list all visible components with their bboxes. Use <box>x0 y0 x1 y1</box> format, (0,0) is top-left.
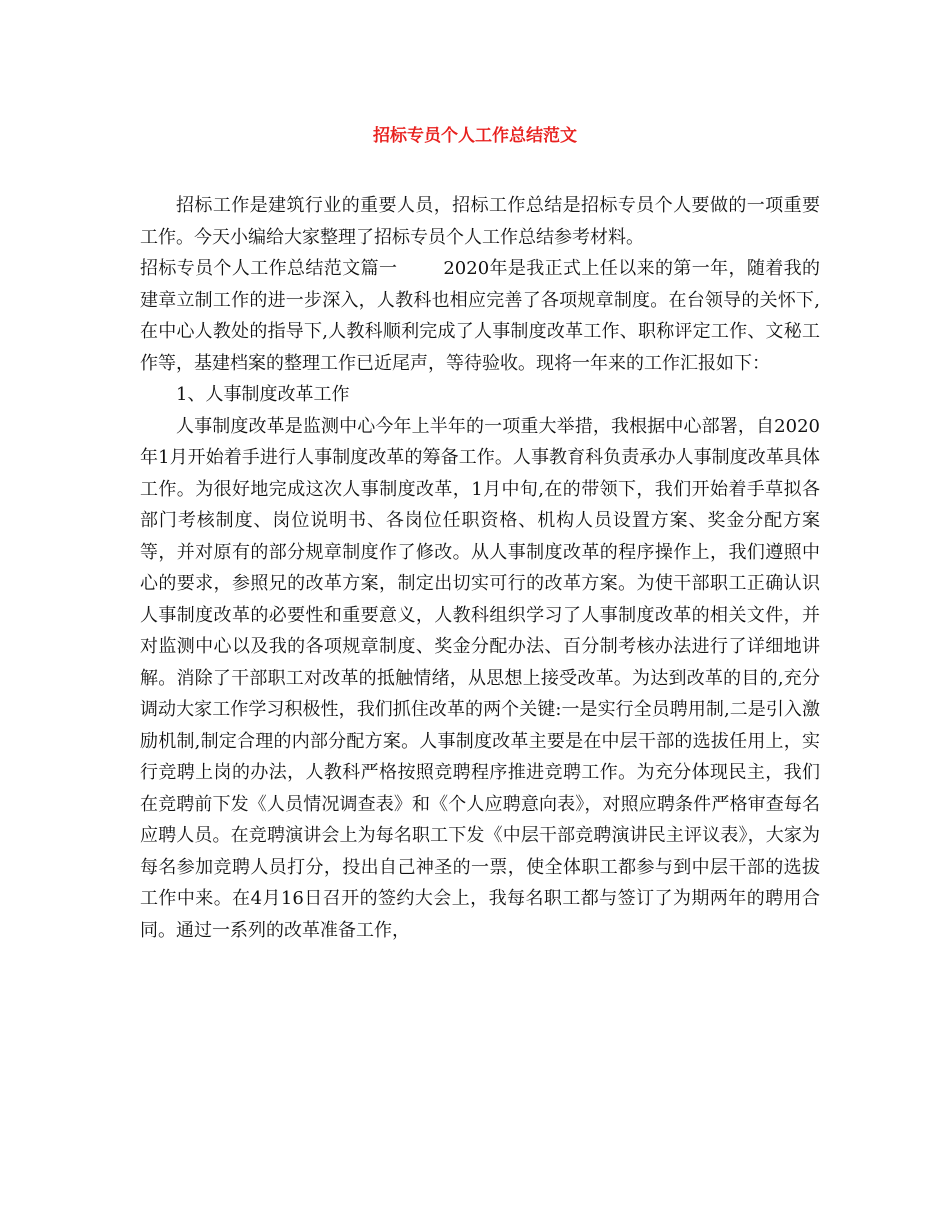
item-body-paragraph: 人事制度改革是监测中心今年上半年的一项重大举措，我根据中心部署，自2020年1月开始着手进行人事制度改革的筹备工作。人事教育科负责承办人事制度改革具体工作。为很好地完成这次人事制度改革，1月中旬,在的带领下，我们开始着手草拟各部门考核制度、岗位说明书、各岗位任职资格、机构人员设置方案、奖金分配方案等，并对原有的部分规章制度作了修改。从人事制度改革的程序操作上，我们遵照中心的要求，参照兄的改革方案，制定出切实可行的改革方案。为使干部职工正确认识人事制度改革的必要性和重要意义，人教科组织学习了人事制度改革的相关文件，并对监测中心以及我的各项规章制度、奖金分配办法、百分制考核办法进行了详细地讲解。消除了干部职工对改革的抵触情绪，从思想上接受改革。为达到改革的目的,充分调动大家工作学习积极性，我们抓住改革的两个关键:一是实行全员聘用制,二是引入激励机制,制定合理的内部分配方案。人事制度改革主要是在中层干部的选拔任用上，实行竞聘上岗的办法，人教科严格按照竞聘程序推进竞聘工作。为充分体现民主，我们在竞聘前下发《人员情况调查表》和《个人应聘意向表》，对照应聘条件严格审查每名应聘人员。在竞聘演讲会上为每名职工下发《中层干部竞聘演讲民主评议表》，大家为每名参加竞聘人员打分，投出自己神圣的一票，使全体职工都参与到中层干部的选拔工作中来。在4月16日召开的签约大会上，我每名职工都与签订了为期两年的聘用合同。通过一系列的改革准备工作， <box>140 415 820 941</box>
document-body <box>140 190 820 946</box>
document-title: 招标专员个人工作总结范文 <box>373 126 577 146</box>
item-heading: 1、人事制度改革工作 <box>176 384 350 405</box>
section-opening: 2020年是我正式上任以来的第一年，随着我的建章立制工作的进一步深入，人教科也相应完善了各项规章制度。在台领导的关怀下,在中心人教处的指导下,人教科顺利完成了人事制度改革工作、职称评定工作、文秘工作等，基建档案的整理工作已近尾声，等待验收。现将一年来的工作汇报如下： <box>140 258 821 374</box>
section-heading: 招标专员个人工作总结范文篇一 <box>140 258 398 279</box>
section-paragraph <box>140 253 820 379</box>
intro-paragraph: 招标工作是建筑行业的重要人员，招标工作总结是招标专员个人要做的一项重要工作。今天小编给大家整理了招标专员个人工作总结参考材料。 <box>140 195 820 248</box>
